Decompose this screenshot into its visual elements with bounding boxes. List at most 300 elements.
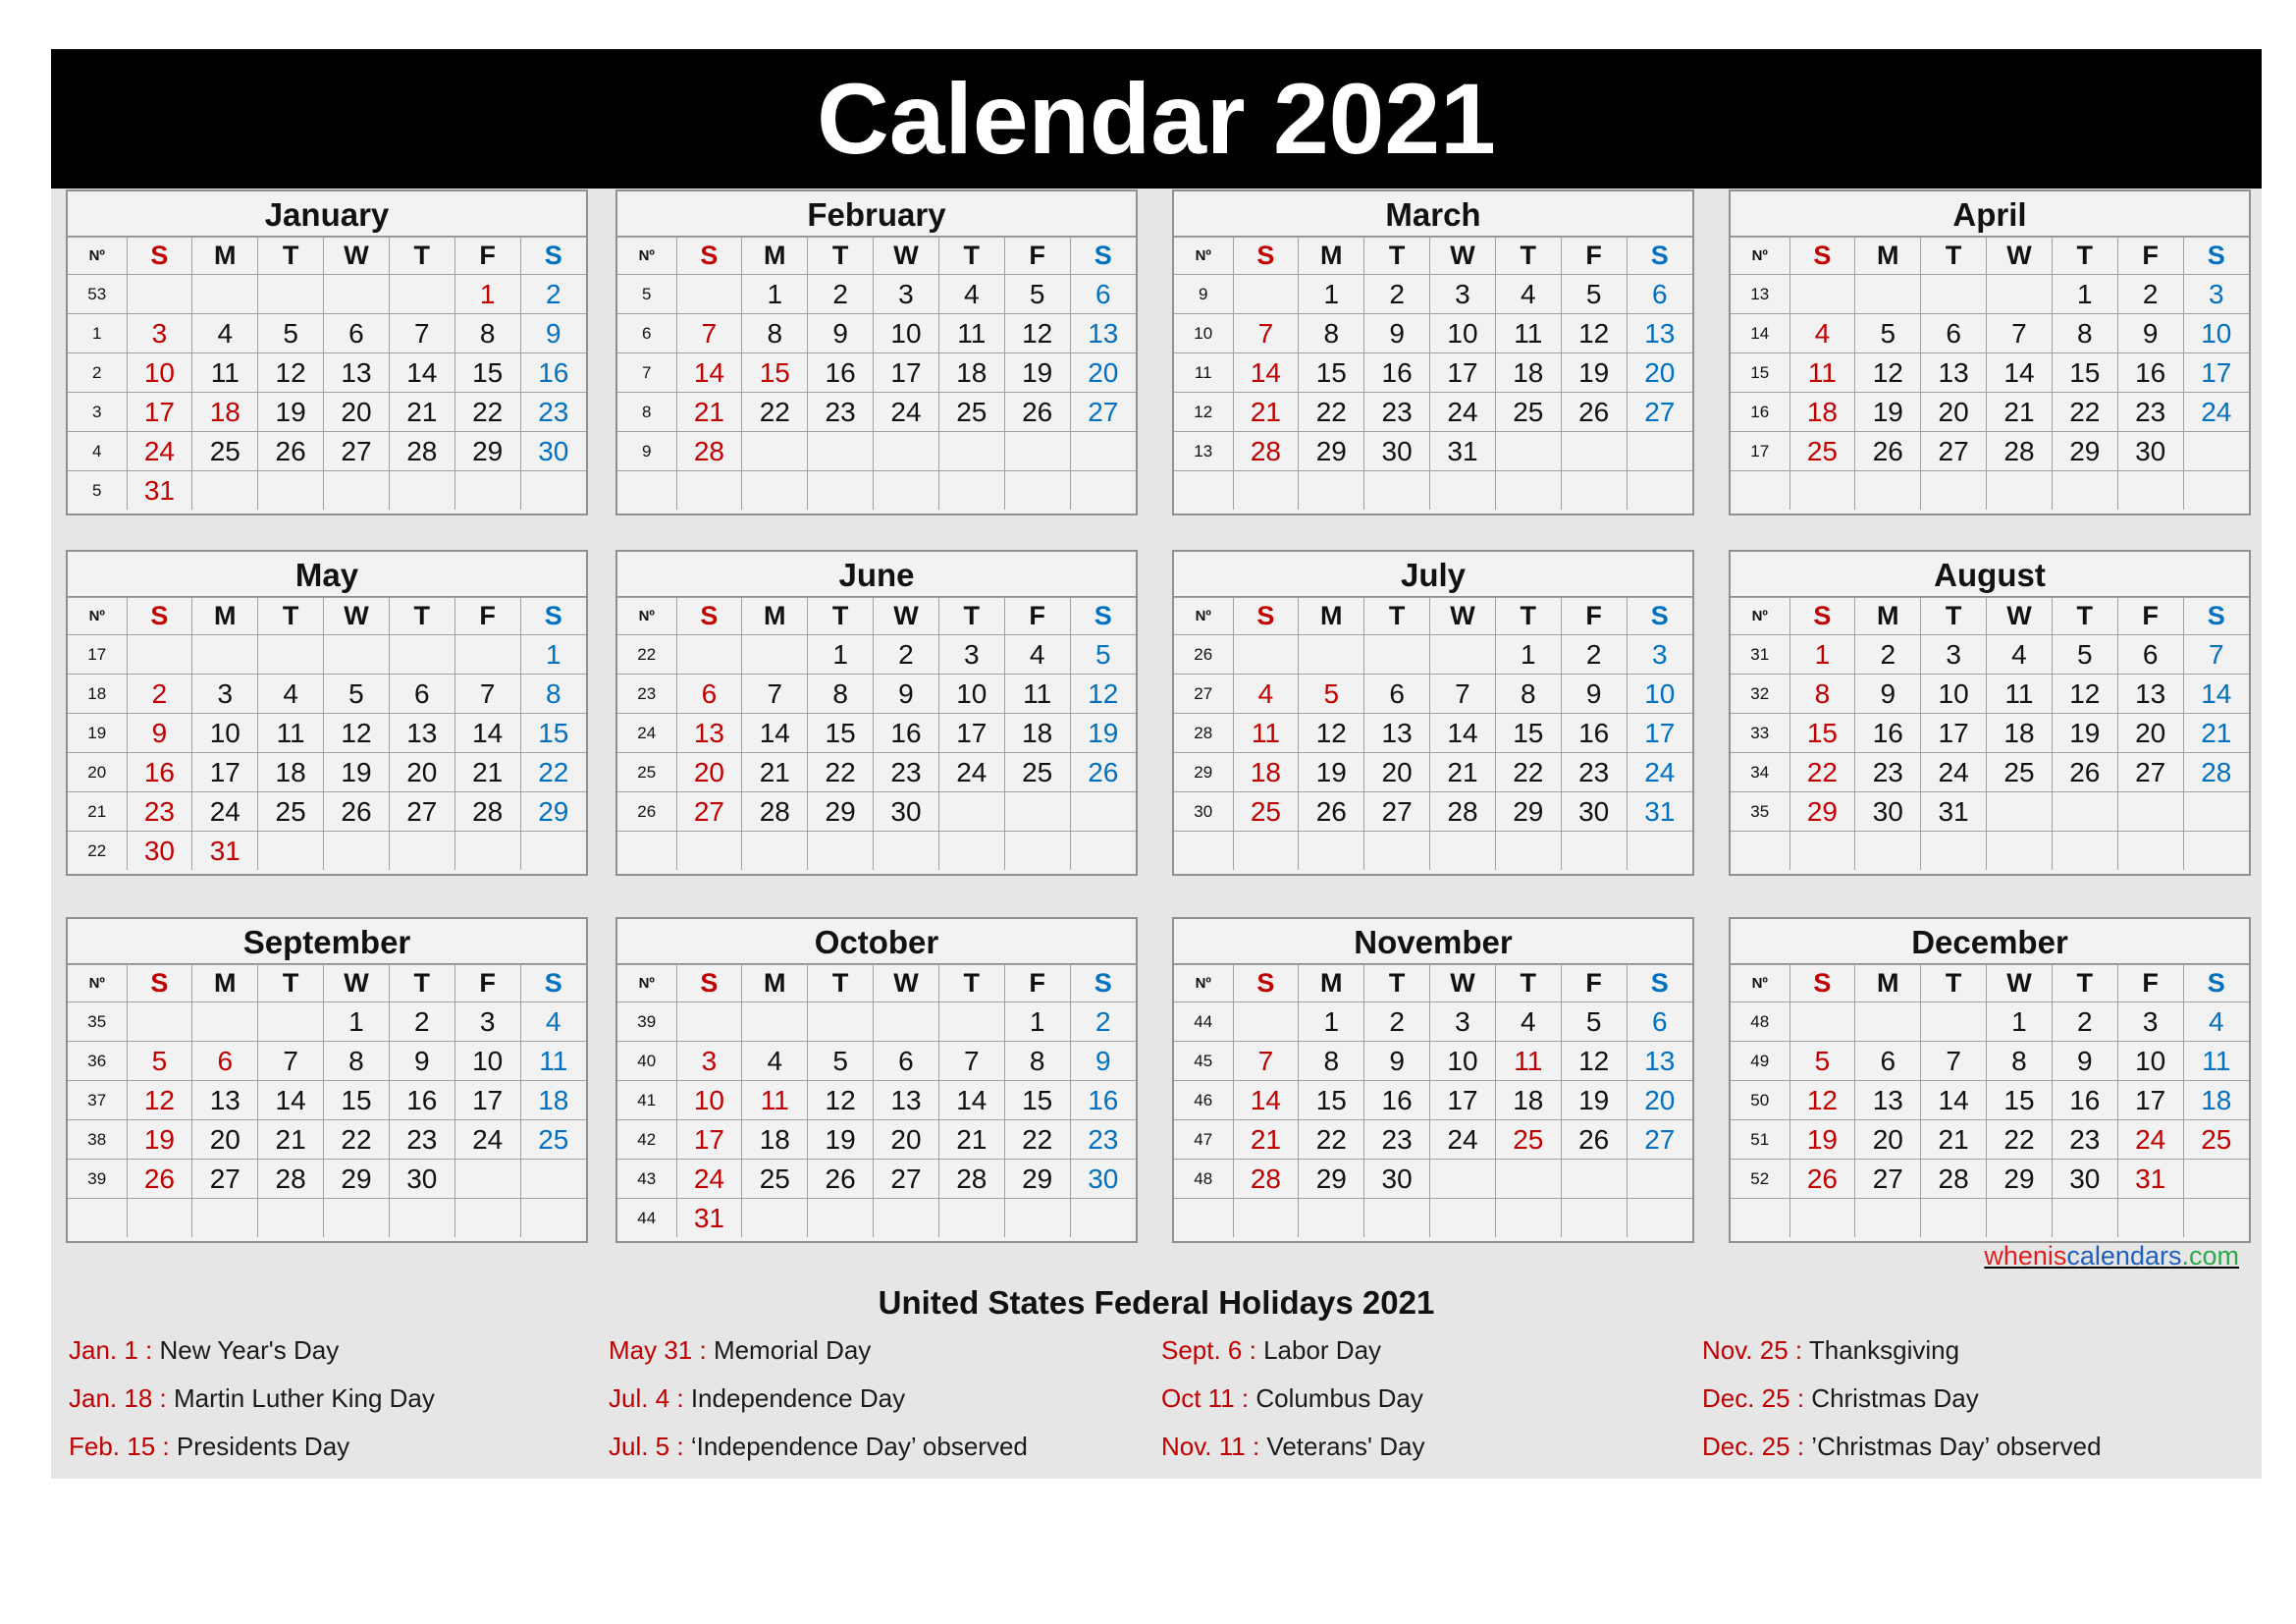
weekday-header-row: [68, 238, 586, 275]
website-part-3: .com: [2181, 1241, 2239, 1271]
day-cell: 12: [808, 1081, 874, 1120]
empty-day-cell: [938, 1002, 1004, 1042]
week-number: 27: [1174, 675, 1233, 714]
holiday-item: [609, 1335, 1028, 1383]
day-cell: 12: [258, 353, 324, 393]
day-cell: 5: [258, 314, 324, 353]
weekday-header-row: [68, 965, 586, 1002]
empty-day-cell: [676, 1002, 742, 1042]
month-july: [1172, 550, 1694, 876]
week-row: [1731, 1042, 2249, 1081]
month-grid: [68, 964, 586, 1237]
day-cell: 22: [454, 393, 520, 432]
holiday-column-2: [609, 1335, 1028, 1480]
week-row: [68, 1002, 586, 1042]
day-cell: 25: [2183, 1120, 2249, 1160]
day-cell: 1: [2052, 275, 2117, 314]
day-cell: 11: [938, 314, 1004, 353]
week-row: [1174, 471, 1692, 511]
day-cell: 17: [1921, 714, 1987, 753]
empty-day-cell: [2183, 792, 2249, 832]
week-number: [1731, 1199, 1789, 1238]
weekday-header: F: [1561, 238, 1627, 275]
day-cell: 23: [808, 393, 874, 432]
weekday-header: T: [258, 238, 324, 275]
day-cell: 10: [1627, 675, 1692, 714]
day-cell: 31: [127, 471, 192, 511]
day-cell: 27: [1627, 393, 1692, 432]
weekday-header: M: [1855, 238, 1921, 275]
month-grid: [617, 237, 1136, 510]
weekday-header: S: [520, 965, 586, 1002]
day-cell: 3: [1430, 275, 1496, 314]
weekday-header-row: [1174, 965, 1692, 1002]
day-cell: 24: [874, 393, 939, 432]
month-april: [1729, 189, 2251, 515]
holiday-date: Nov. 25 :: [1702, 1335, 1803, 1365]
week-number: 22: [617, 635, 676, 675]
day-cell: 3: [1430, 1002, 1496, 1042]
holiday-item: [1702, 1432, 2102, 1480]
empty-day-cell: [1987, 1199, 2053, 1238]
week-row: [617, 832, 1136, 871]
week-row: [1174, 1120, 1692, 1160]
holiday-date: May 31 :: [609, 1335, 707, 1365]
week-number: 31: [1731, 635, 1789, 675]
day-cell: 6: [192, 1042, 258, 1081]
day-cell: 4: [1004, 635, 1070, 675]
day-cell: 18: [742, 1120, 808, 1160]
day-cell: 28: [1233, 432, 1299, 471]
week-row: [68, 314, 586, 353]
day-cell: 20: [874, 1120, 939, 1160]
weekday-header: M: [192, 598, 258, 635]
empty-day-cell: [874, 432, 939, 471]
week-row: [617, 432, 1136, 471]
weekday-header: M: [1299, 598, 1364, 635]
day-cell: 27: [676, 792, 742, 832]
day-cell: 12: [1855, 353, 1921, 393]
day-cell: 4: [1495, 275, 1561, 314]
empty-day-cell: [742, 1199, 808, 1238]
day-cell: 13: [1921, 353, 1987, 393]
week-row: [68, 275, 586, 314]
weekday-header: M: [192, 238, 258, 275]
weekday-header: S: [1627, 598, 1692, 635]
day-cell: 6: [324, 314, 390, 353]
weekday-header-row: [68, 598, 586, 635]
week-number: 24: [617, 714, 676, 753]
week-number: 37: [68, 1081, 127, 1120]
empty-day-cell: [1855, 1002, 1921, 1042]
empty-day-cell: [454, 635, 520, 675]
weekday-header: F: [2117, 598, 2183, 635]
week-number: 40: [617, 1042, 676, 1081]
day-cell: 7: [938, 1042, 1004, 1081]
weekday-header: M: [1855, 965, 1921, 1002]
empty-day-cell: [454, 1160, 520, 1199]
day-cell: 26: [1855, 432, 1921, 471]
weekday-header: F: [1004, 965, 1070, 1002]
day-cell: 1: [1495, 635, 1561, 675]
weekday-header: T: [2052, 238, 2117, 275]
day-cell: 23: [1855, 753, 1921, 792]
week-number: 8: [617, 393, 676, 432]
empty-day-cell: [808, 1199, 874, 1238]
day-cell: 31: [2117, 1160, 2183, 1199]
empty-day-cell: [1561, 832, 1627, 871]
empty-day-cell: [1627, 471, 1692, 511]
website-link[interactable]: [1984, 1241, 2239, 1272]
day-cell: 25: [742, 1160, 808, 1199]
empty-day-cell: [808, 471, 874, 511]
day-cell: 17: [1430, 1081, 1496, 1120]
week-number: 3: [68, 393, 127, 432]
month-name: May: [68, 552, 586, 597]
week-row: [1731, 471, 2249, 511]
empty-day-cell: [1233, 1002, 1299, 1042]
day-cell: 29: [454, 432, 520, 471]
day-cell: 16: [874, 714, 939, 753]
week-number: 42: [617, 1120, 676, 1160]
weekday-header: T: [1921, 238, 1987, 275]
holiday-date: Jan. 18 :: [69, 1383, 167, 1413]
week-row: [1731, 1120, 2249, 1160]
weekday-header: M: [742, 238, 808, 275]
weekday-header: W: [1430, 238, 1496, 275]
day-cell: 13: [874, 1081, 939, 1120]
day-cell: 27: [874, 1160, 939, 1199]
month-name: September: [68, 919, 586, 964]
day-cell: 23: [127, 792, 192, 832]
week-row: [1174, 753, 1692, 792]
day-cell: 13: [1855, 1081, 1921, 1120]
week-row: [1731, 1002, 2249, 1042]
month-name: June: [617, 552, 1136, 597]
day-cell: 29: [324, 1160, 390, 1199]
week-number: 52: [1731, 1160, 1789, 1199]
month-may: [66, 550, 588, 876]
week-number: 13: [1731, 275, 1789, 314]
week-number: 33: [1731, 714, 1789, 753]
weekday-header: M: [1299, 965, 1364, 1002]
week-number: 22: [68, 832, 127, 871]
weekday-header: F: [454, 598, 520, 635]
empty-day-cell: [258, 832, 324, 871]
day-cell: 8: [1789, 675, 1855, 714]
week-row: [1174, 275, 1692, 314]
empty-day-cell: [127, 635, 192, 675]
month-november: [1172, 917, 1694, 1243]
day-cell: 22: [1299, 393, 1364, 432]
holiday-name: ‘Independence Day’ observed: [683, 1432, 1028, 1461]
day-cell: 22: [1987, 1120, 2053, 1160]
day-cell: 14: [938, 1081, 1004, 1120]
day-cell: 11: [520, 1042, 586, 1081]
day-cell: 20: [1921, 393, 1987, 432]
day-cell: 29: [2052, 432, 2117, 471]
weekday-header: F: [454, 238, 520, 275]
empty-day-cell: [324, 635, 390, 675]
weekday-header-row: [1174, 598, 1692, 635]
empty-day-cell: [1364, 832, 1430, 871]
website-part-2: calendars: [2066, 1241, 2182, 1271]
day-cell: 25: [258, 792, 324, 832]
day-cell: 27: [389, 792, 454, 832]
day-cell: 31: [1921, 792, 1987, 832]
empty-day-cell: [1233, 832, 1299, 871]
week-number: 4: [68, 432, 127, 471]
empty-day-cell: [676, 471, 742, 511]
holiday-item: [1702, 1335, 2102, 1383]
day-cell: 2: [389, 1002, 454, 1042]
day-cell: 28: [1233, 1160, 1299, 1199]
weekday-header: W: [1987, 238, 2053, 275]
weekday-header: F: [2117, 965, 2183, 1002]
day-cell: 21: [938, 1120, 1004, 1160]
weekday-header: S: [1789, 598, 1855, 635]
empty-day-cell: [127, 1199, 192, 1238]
weekday-header: S: [1789, 238, 1855, 275]
day-cell: 23: [2052, 1120, 2117, 1160]
holiday-date: Jul. 4 :: [609, 1383, 684, 1413]
empty-day-cell: [324, 471, 390, 511]
day-cell: 24: [1921, 753, 1987, 792]
day-cell: 16: [808, 353, 874, 393]
day-cell: 9: [1070, 1042, 1136, 1081]
weekday-header: M: [742, 598, 808, 635]
week-number: 18: [68, 675, 127, 714]
day-cell: 29: [520, 792, 586, 832]
day-cell: 17: [676, 1120, 742, 1160]
day-cell: 28: [2183, 753, 2249, 792]
day-cell: 28: [454, 792, 520, 832]
month-grid: [617, 597, 1136, 870]
holidays-title: United States Federal Holidays 2021: [878, 1284, 1435, 1321]
month-february: [615, 189, 1138, 515]
week-number: 35: [1731, 792, 1789, 832]
day-cell: 11: [1495, 314, 1561, 353]
holiday-date: Oct 11 :: [1161, 1383, 1250, 1413]
day-cell: 23: [1364, 1120, 1430, 1160]
week-number: 9: [617, 432, 676, 471]
week-number: [1174, 471, 1233, 511]
empty-day-cell: [1855, 832, 1921, 871]
week-number-header: Nº: [1174, 238, 1233, 275]
week-number: 19: [68, 714, 127, 753]
week-number: 23: [617, 675, 676, 714]
day-cell: 24: [938, 753, 1004, 792]
day-cell: 14: [1987, 353, 2053, 393]
day-cell: 5: [127, 1042, 192, 1081]
weekday-header: F: [1004, 598, 1070, 635]
empty-day-cell: [1987, 471, 2053, 511]
holiday-name: Christmas Day: [1804, 1383, 1979, 1413]
day-cell: 6: [676, 675, 742, 714]
day-cell: 21: [2183, 714, 2249, 753]
weekday-header: W: [1987, 965, 2053, 1002]
week-number-header: Nº: [68, 598, 127, 635]
weekday-header: T: [1364, 598, 1430, 635]
empty-day-cell: [1921, 832, 1987, 871]
day-cell: 20: [2117, 714, 2183, 753]
weekday-header: W: [1430, 598, 1496, 635]
empty-day-cell: [938, 432, 1004, 471]
week-row: [68, 753, 586, 792]
day-cell: 9: [874, 675, 939, 714]
empty-day-cell: [1070, 471, 1136, 511]
day-cell: 18: [2183, 1081, 2249, 1120]
empty-day-cell: [1430, 471, 1496, 511]
weekday-header: T: [808, 598, 874, 635]
week-row: [1731, 635, 2249, 675]
empty-day-cell: [2117, 792, 2183, 832]
day-cell: 15: [1495, 714, 1561, 753]
holiday-item: [1702, 1383, 2102, 1432]
day-cell: 29: [1495, 792, 1561, 832]
empty-day-cell: [1561, 1160, 1627, 1199]
month-march: [1172, 189, 1694, 515]
day-cell: 13: [1364, 714, 1430, 753]
day-cell: 9: [127, 714, 192, 753]
week-number: 28: [1174, 714, 1233, 753]
month-name: August: [1731, 552, 2249, 597]
month-august: [1729, 550, 2251, 876]
day-cell: 26: [258, 432, 324, 471]
weekday-header: T: [938, 965, 1004, 1002]
day-cell: 16: [520, 353, 586, 393]
day-cell: 4: [258, 675, 324, 714]
empty-day-cell: [2183, 471, 2249, 511]
day-cell: 17: [127, 393, 192, 432]
day-cell: 12: [1561, 1042, 1627, 1081]
day-cell: 11: [742, 1081, 808, 1120]
day-cell: 3: [454, 1002, 520, 1042]
week-number: 17: [68, 635, 127, 675]
week-row: [68, 1120, 586, 1160]
empty-day-cell: [1070, 432, 1136, 471]
day-cell: 27: [1364, 792, 1430, 832]
day-cell: 8: [2052, 314, 2117, 353]
weekday-header: M: [1299, 238, 1364, 275]
day-cell: 21: [1430, 753, 1496, 792]
weekday-header-row: [1731, 238, 2249, 275]
day-cell: 1: [742, 275, 808, 314]
empty-day-cell: [324, 832, 390, 871]
week-row: [617, 1042, 1136, 1081]
day-cell: 1: [1299, 275, 1364, 314]
week-row: [68, 353, 586, 393]
day-cell: 19: [808, 1120, 874, 1160]
day-cell: 22: [324, 1120, 390, 1160]
week-row: [68, 792, 586, 832]
empty-day-cell: [1789, 471, 1855, 511]
day-cell: 14: [1233, 353, 1299, 393]
week-row: [68, 714, 586, 753]
week-row: [68, 635, 586, 675]
day-cell: 10: [2183, 314, 2249, 353]
day-cell: 19: [1561, 353, 1627, 393]
empty-day-cell: [742, 1002, 808, 1042]
day-cell: 10: [192, 714, 258, 753]
day-cell: 28: [742, 792, 808, 832]
day-cell: 22: [808, 753, 874, 792]
month-grid: [68, 237, 586, 510]
week-number: [68, 1199, 127, 1238]
day-cell: 21: [258, 1120, 324, 1160]
holiday-item: [69, 1432, 435, 1480]
empty-day-cell: [258, 471, 324, 511]
day-cell: 19: [127, 1120, 192, 1160]
empty-day-cell: [1855, 471, 1921, 511]
empty-day-cell: [1495, 1160, 1561, 1199]
day-cell: 6: [1921, 314, 1987, 353]
day-cell: 27: [192, 1160, 258, 1199]
month-name: November: [1174, 919, 1692, 964]
empty-day-cell: [192, 1002, 258, 1042]
day-cell: 9: [808, 314, 874, 353]
week-number: 50: [1731, 1081, 1789, 1120]
day-cell: 14: [389, 353, 454, 393]
day-cell: 9: [1855, 675, 1921, 714]
day-cell: 11: [1233, 714, 1299, 753]
empty-day-cell: [1299, 635, 1364, 675]
week-row: [1174, 1081, 1692, 1120]
day-cell: 1: [808, 635, 874, 675]
day-cell: 8: [1299, 314, 1364, 353]
day-cell: 19: [1789, 1120, 1855, 1160]
empty-day-cell: [1430, 832, 1496, 871]
empty-day-cell: [1921, 1199, 1987, 1238]
holiday-name: Thanksgiving: [1802, 1335, 1960, 1365]
week-row: [617, 792, 1136, 832]
empty-day-cell: [389, 275, 454, 314]
holiday-date: Jul. 5 :: [609, 1432, 684, 1461]
day-cell: 16: [389, 1081, 454, 1120]
empty-day-cell: [1627, 432, 1692, 471]
empty-day-cell: [520, 471, 586, 511]
day-cell: 6: [1364, 675, 1430, 714]
weekday-header: S: [676, 238, 742, 275]
holiday-column-4: [1702, 1335, 2102, 1480]
week-number: 49: [1731, 1042, 1789, 1081]
day-cell: 5: [1561, 275, 1627, 314]
day-cell: 16: [2052, 1081, 2117, 1120]
empty-day-cell: [258, 275, 324, 314]
week-number: [1731, 832, 1789, 871]
week-row: [1731, 432, 2249, 471]
week-row: [68, 471, 586, 511]
empty-day-cell: [1495, 471, 1561, 511]
day-cell: 16: [1561, 714, 1627, 753]
day-cell: 29: [1299, 432, 1364, 471]
empty-day-cell: [389, 635, 454, 675]
day-cell: 31: [192, 832, 258, 871]
day-cell: 30: [520, 432, 586, 471]
day-cell: 14: [454, 714, 520, 753]
day-cell: 22: [520, 753, 586, 792]
day-cell: 1: [1987, 1002, 2053, 1042]
weekday-header: T: [938, 598, 1004, 635]
week-number: 44: [617, 1199, 676, 1238]
day-cell: 7: [1233, 1042, 1299, 1081]
day-cell: 30: [1070, 1160, 1136, 1199]
week-row: [68, 1160, 586, 1199]
day-cell: 30: [1364, 1160, 1430, 1199]
weekday-header: S: [2183, 238, 2249, 275]
weekday-header: W: [874, 598, 939, 635]
day-cell: 21: [742, 753, 808, 792]
